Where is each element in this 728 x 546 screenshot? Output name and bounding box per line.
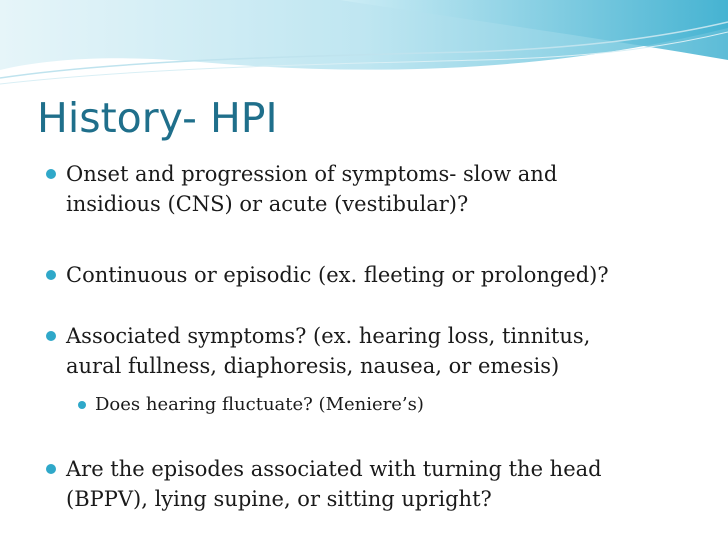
bullet-line: Onset and progression of symptoms- slow and <box>66 162 558 186</box>
bullet-line: Are the episodes associated with turning the head <box>66 457 602 481</box>
bullet-item <box>46 321 686 381</box>
bullet-dot-icon <box>46 331 56 341</box>
bullet-line: Continuous or episodic (ex. fleeting or prolonged)? <box>66 263 609 287</box>
slide-title: History- HPI <box>37 94 278 142</box>
sub-bullet-item <box>78 392 678 418</box>
bullet-line: (BPPV), lying supine, or sitting upright? <box>66 487 492 511</box>
sub-bullet-line: Does hearing fluctuate? (Meniere’s) <box>95 394 424 415</box>
bullet-dot-icon <box>46 464 56 474</box>
bullet-dot-icon <box>46 169 56 179</box>
bullet-item <box>46 454 686 514</box>
bullet-item <box>46 159 686 219</box>
bullet-line: aural fullness, diaphoresis, nausea, or emesis) <box>66 354 560 378</box>
header-wave-decoration <box>0 0 728 100</box>
bullet-item <box>46 260 686 290</box>
bullet-dot-icon <box>46 270 56 280</box>
sub-bullet-dot-icon <box>78 401 86 409</box>
bullet-line: insidious (CNS) or acute (vestibular)? <box>66 192 469 216</box>
bullet-line: Associated symptoms? (ex. hearing loss, tinnitus, <box>66 324 591 348</box>
